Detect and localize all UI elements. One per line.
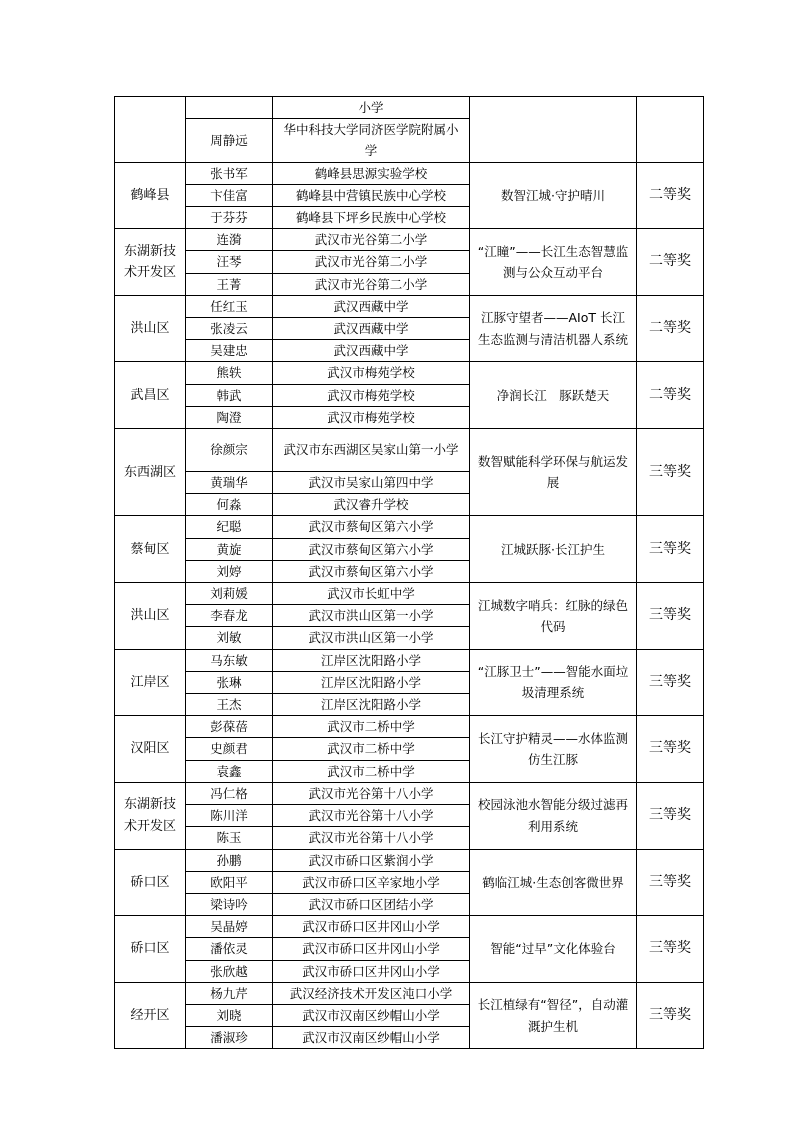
school-cell: 武汉市二桥中学 (273, 738, 470, 760)
name-cell: 周静远 (186, 119, 273, 162)
school-cell: 武汉经济技术开发区沌口小学 (273, 982, 470, 1004)
name-cell: 欧阳平 (186, 871, 273, 893)
table-row (115, 916, 704, 938)
school-cell: 鹤峰县中营镇民族中心学校 (273, 184, 470, 206)
name-cell: 熊轶 (186, 362, 273, 384)
name-cell: 张欣越 (186, 960, 273, 982)
district-cell: 东湖新技术开发区 (115, 782, 186, 849)
award-cell: 二等奖 (637, 362, 704, 429)
district-cell: 东西湖区 (115, 429, 186, 516)
name-cell: 汪琴 (186, 251, 273, 273)
award-cell: 三等奖 (637, 716, 704, 783)
name-cell: 吴建忠 (186, 340, 273, 362)
project-cell: 江城跃豚·长江护生 (470, 516, 637, 583)
school-cell: 武汉市硚口区井冈山小学 (273, 960, 470, 982)
project-cell: 江豚守望者——AIoT 长江生态监测与清洁机器人系统 (470, 295, 637, 362)
award-cell: 三等奖 (637, 916, 704, 983)
district-cell: 硚口区 (115, 916, 186, 983)
name-cell: 韩武 (186, 384, 273, 406)
district-cell: 硚口区 (115, 849, 186, 916)
district-cell: 蔡甸区 (115, 516, 186, 583)
project-cell: “江瞳”——长江生态智慧监测与公众互动平台 (470, 229, 637, 296)
table-row (115, 429, 704, 472)
award-cell: 二等奖 (637, 229, 704, 296)
school-cell: 武汉市蔡甸区第六小学 (273, 538, 470, 560)
district-cell (115, 97, 186, 163)
award-cell: 三等奖 (637, 849, 704, 916)
project-cell: 净润长江 豚跃楚天 (470, 362, 637, 429)
name-cell: 黄瑞华 (186, 472, 273, 494)
school-cell: 武汉市洪山区第一小学 (273, 627, 470, 649)
school-cell: 武汉西藏中学 (273, 340, 470, 362)
name-cell: 陈川洋 (186, 805, 273, 827)
award-cell (637, 97, 704, 163)
school-cell: 武汉市光谷第十八小学 (273, 805, 470, 827)
project-cell (470, 97, 637, 163)
name-cell: 袁鑫 (186, 760, 273, 782)
school-cell: 武汉市光谷第二小学 (273, 229, 470, 251)
name-cell: 王菁 (186, 273, 273, 295)
school-cell: 武汉市梅苑学校 (273, 406, 470, 428)
school-cell: 武汉市光谷第十八小学 (273, 782, 470, 804)
name-cell: 卞佳富 (186, 184, 273, 206)
name-cell: 杨九芹 (186, 982, 273, 1004)
district-cell: 鹤峰县 (115, 162, 186, 229)
table-row (115, 649, 704, 671)
school-cell: 武汉睿升学校 (273, 494, 470, 516)
school-cell: 武汉市硚口区紫润小学 (273, 849, 470, 871)
school-cell: 武汉市光谷第十八小学 (273, 827, 470, 849)
table-row (115, 162, 704, 184)
table-row (115, 782, 704, 804)
school-cell: 武汉市硚口区井冈山小学 (273, 938, 470, 960)
school-cell: 武汉市汉南区纱帽山小学 (273, 1004, 470, 1026)
award-cell: 三等奖 (637, 782, 704, 849)
name-cell: 梁诗吟 (186, 893, 273, 915)
table-row (115, 229, 704, 251)
school-cell: 武汉西藏中学 (273, 295, 470, 317)
table-row (115, 982, 704, 1004)
name-cell: 张琳 (186, 671, 273, 693)
award-cell: 三等奖 (637, 982, 704, 1049)
award-cell: 三等奖 (637, 516, 704, 583)
award-cell: 二等奖 (637, 295, 704, 362)
district-cell: 武昌区 (115, 362, 186, 429)
school-cell: 武汉市硚口区辛家地小学 (273, 871, 470, 893)
school-cell: 鹤峰县思源实验学校 (273, 162, 470, 184)
name-cell: 马东敏 (186, 649, 273, 671)
school-cell: 武汉市二桥中学 (273, 760, 470, 782)
school-cell: 鹤峰县下坪乡民族中心学校 (273, 207, 470, 229)
name-cell: 于芬芬 (186, 207, 273, 229)
name-cell: 王杰 (186, 694, 273, 716)
school-cell: 武汉市光谷第二小学 (273, 273, 470, 295)
name-cell: 潘淑珍 (186, 1027, 273, 1049)
name-cell: 刘晓 (186, 1004, 273, 1026)
project-cell: 鹤临江城·生态创客微世界 (470, 849, 637, 916)
table-row (115, 97, 704, 119)
name-cell: 孙鹏 (186, 849, 273, 871)
name-cell: 史颜君 (186, 738, 273, 760)
name-cell: 连漪 (186, 229, 273, 251)
award-cell: 三等奖 (637, 649, 704, 716)
project-cell: 校园泳池水智能分级过滤再利用系统 (470, 782, 637, 849)
school-cell: 江岸区沈阳路小学 (273, 649, 470, 671)
school-cell: 武汉市洪山区第一小学 (273, 605, 470, 627)
name-cell: 黄旋 (186, 538, 273, 560)
name-cell: 纪聪 (186, 516, 273, 538)
district-cell: 经开区 (115, 982, 186, 1049)
district-cell: 东湖新技术开发区 (115, 229, 186, 296)
table-row (115, 295, 704, 317)
name-cell: 刘莉媛 (186, 583, 273, 605)
name-cell: 陶澄 (186, 406, 273, 428)
school-cell: 武汉市梅苑学校 (273, 362, 470, 384)
award-cell: 三等奖 (637, 429, 704, 516)
school-cell: 华中科技大学同济医学院附属小学 (273, 119, 470, 162)
school-cell: 武汉市硚口区团结小学 (273, 893, 470, 915)
name-cell: 张凌云 (186, 318, 273, 340)
school-cell: 武汉市光谷第二小学 (273, 251, 470, 273)
district-cell: 汉阳区 (115, 716, 186, 783)
name-cell: 吴晶婷 (186, 916, 273, 938)
table-row (115, 716, 704, 738)
school-cell: 江岸区沈阳路小学 (273, 694, 470, 716)
school-cell: 武汉市长虹中学 (273, 583, 470, 605)
project-cell: 江城数字哨兵：红脉的绿色代码 (470, 583, 637, 650)
school-cell: 江岸区沈阳路小学 (273, 671, 470, 693)
school-cell: 武汉西藏中学 (273, 318, 470, 340)
table-row (115, 516, 704, 538)
name-cell: 陈玉 (186, 827, 273, 849)
school-cell: 武汉市汉南区纱帽山小学 (273, 1027, 470, 1049)
project-cell: 长江植绿有“智径”，自动灌溉护生机 (470, 982, 637, 1049)
table-row (115, 583, 704, 605)
name-cell (186, 97, 273, 119)
name-cell: 徐颜宗 (186, 429, 273, 472)
award-table (114, 96, 704, 1049)
project-cell: 智能“过早”文化体验台 (470, 916, 637, 983)
school-cell: 武汉市梅苑学校 (273, 384, 470, 406)
award-cell: 二等奖 (637, 162, 704, 229)
name-cell: 冯仁格 (186, 782, 273, 804)
name-cell: 彭葆蓓 (186, 716, 273, 738)
project-cell: “江豚卫士”——智能水面垃圾清理系统 (470, 649, 637, 716)
name-cell: 何淼 (186, 494, 273, 516)
name-cell: 刘敏 (186, 627, 273, 649)
project-cell: 数智江城·守护晴川 (470, 162, 637, 229)
school-cell: 小学 (273, 97, 470, 119)
name-cell: 刘婷 (186, 560, 273, 582)
name-cell: 任红玉 (186, 295, 273, 317)
table-row (115, 849, 704, 871)
school-cell: 武汉市二桥中学 (273, 716, 470, 738)
district-cell: 江岸区 (115, 649, 186, 716)
name-cell: 李春龙 (186, 605, 273, 627)
award-cell: 三等奖 (637, 583, 704, 650)
district-cell: 洪山区 (115, 295, 186, 362)
project-cell: 长江守护精灵——水体监测仿生江豚 (470, 716, 637, 783)
school-cell: 武汉市吴家山第四中学 (273, 472, 470, 494)
project-cell: 数智赋能科学环保与航运发展 (470, 429, 637, 516)
table-row (115, 362, 704, 384)
school-cell: 武汉市东西湖区吴家山第一小学 (273, 429, 470, 472)
district-cell: 洪山区 (115, 583, 186, 650)
school-cell: 武汉市蔡甸区第六小学 (273, 560, 470, 582)
school-cell: 武汉市硚口区井冈山小学 (273, 916, 470, 938)
name-cell: 潘依灵 (186, 938, 273, 960)
name-cell: 张书军 (186, 162, 273, 184)
school-cell: 武汉市蔡甸区第六小学 (273, 516, 470, 538)
